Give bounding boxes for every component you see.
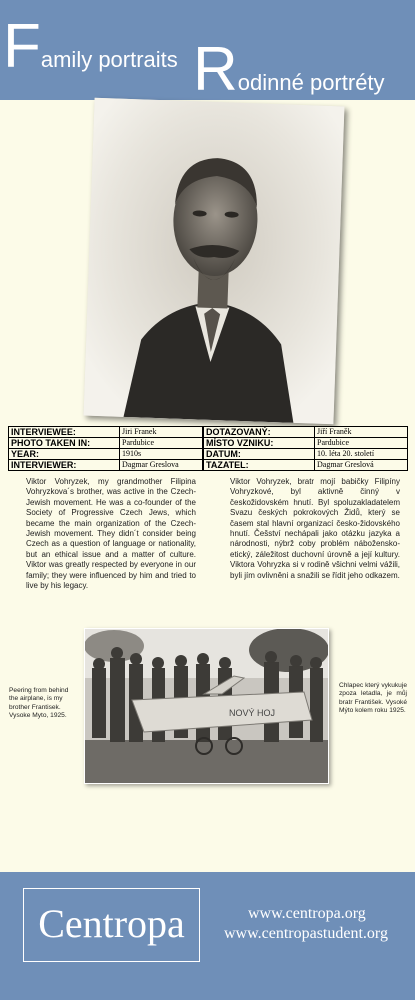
info-label: DOTAZOVANÝ:: [204, 427, 315, 438]
title-english-rest: amily portraits: [40, 47, 178, 72]
photo-caption-czech: Chlapec který vykukuje zpoza letadla, je můj bratr František. Vysoké Mýto kolem roku 1925.: [339, 682, 407, 714]
title-czech: [193, 35, 385, 104]
info-label: TAZATEL:: [204, 460, 315, 471]
info-value: Jiří Franěk: [315, 427, 408, 438]
info-label: INTERVIEWEE:: [9, 427, 120, 438]
group-photo: [84, 628, 329, 784]
info-row: [9, 438, 203, 449]
story-text-czech: Viktor Vohryzek, bratr mojí babičky Filipíny Vohryzkové, byl aktivně činný v českožidovském hnutí. Byl spoluzakladatelem Svazu českých pokrokových Židů, který se časem stal hlavní organizací česko-židovského hnutí. Češství nechápali jako otázku jazyka a národnosti, nýbrž coby problém nábožensko-etický, záležitost duchovní úrovně a její kultury. Viktora Vohryzka si v rodině všichni velmi vážili, byli jím ovlivněni a snažili se řídit jeho odkazem.: [230, 477, 400, 580]
info-value: Dagmar Greslová: [315, 460, 408, 471]
story-text-english: Viktor Vohryzek, my grandmother Filipina Vohryzkova´s brother, was active in the Czech-Jewish movement. He was a co-founder of the Society of Progressive Czech Jews, which became the main organization of the Czech-Jewish movement. They didn´t consider being Czech as a question of language or nationality, but an ethical issue and a matter of culture. Viktor was greatly respected by everyone in our family; they were influenced by him and tried to live by his legacy.: [26, 477, 196, 591]
title-czech-initial: R: [193, 35, 238, 104]
info-row: [9, 427, 203, 438]
website-link-centropastudent[interactable]: www.centropastudent.org: [224, 925, 388, 942]
footer-banner: [0, 872, 415, 1000]
info-row: [204, 438, 408, 449]
info-table-english: [8, 426, 203, 471]
title-czech-rest: odinné portréty: [237, 70, 385, 95]
info-value: Jiri Franek: [120, 427, 203, 438]
info-label: PHOTO TAKEN IN:: [9, 438, 120, 449]
title-english: [3, 12, 178, 81]
info-row: [204, 460, 408, 471]
info-label: INTERVIEWER:: [9, 460, 120, 471]
info-table-czech: [203, 426, 408, 471]
centropa-logo: [23, 888, 200, 962]
info-value: 1910s: [120, 449, 203, 460]
info-label: YEAR:: [9, 449, 120, 460]
website-link-centropa[interactable]: www.centropa.org: [248, 905, 366, 922]
info-label: DATUM:: [204, 449, 315, 460]
photo-caption-english: Peering from behind the airplane, is my brother Frantisek. Vysoke Myto, 1925.: [9, 687, 69, 719]
info-row: [9, 449, 203, 460]
airplane-sign-text: NOVÝ HOJ: [229, 708, 276, 718]
portrait-image: [84, 98, 345, 425]
info-value: Pardubice: [120, 438, 203, 449]
portrait-photo: [84, 98, 345, 425]
info-label: MÍSTO VZNIKU:: [204, 438, 315, 449]
info-value: 10. léta 20. století: [315, 449, 408, 460]
info-value: Dagmar Greslova: [120, 460, 203, 471]
info-row: [204, 449, 408, 460]
info-row: [204, 427, 408, 438]
info-value: Pardubice: [315, 438, 408, 449]
title-english-initial: F: [3, 12, 41, 81]
header-banner: [0, 0, 415, 104]
group-photo-image: [84, 628, 329, 784]
info-row: [9, 460, 203, 471]
centropa-logo-text: Centropa: [38, 901, 185, 946]
